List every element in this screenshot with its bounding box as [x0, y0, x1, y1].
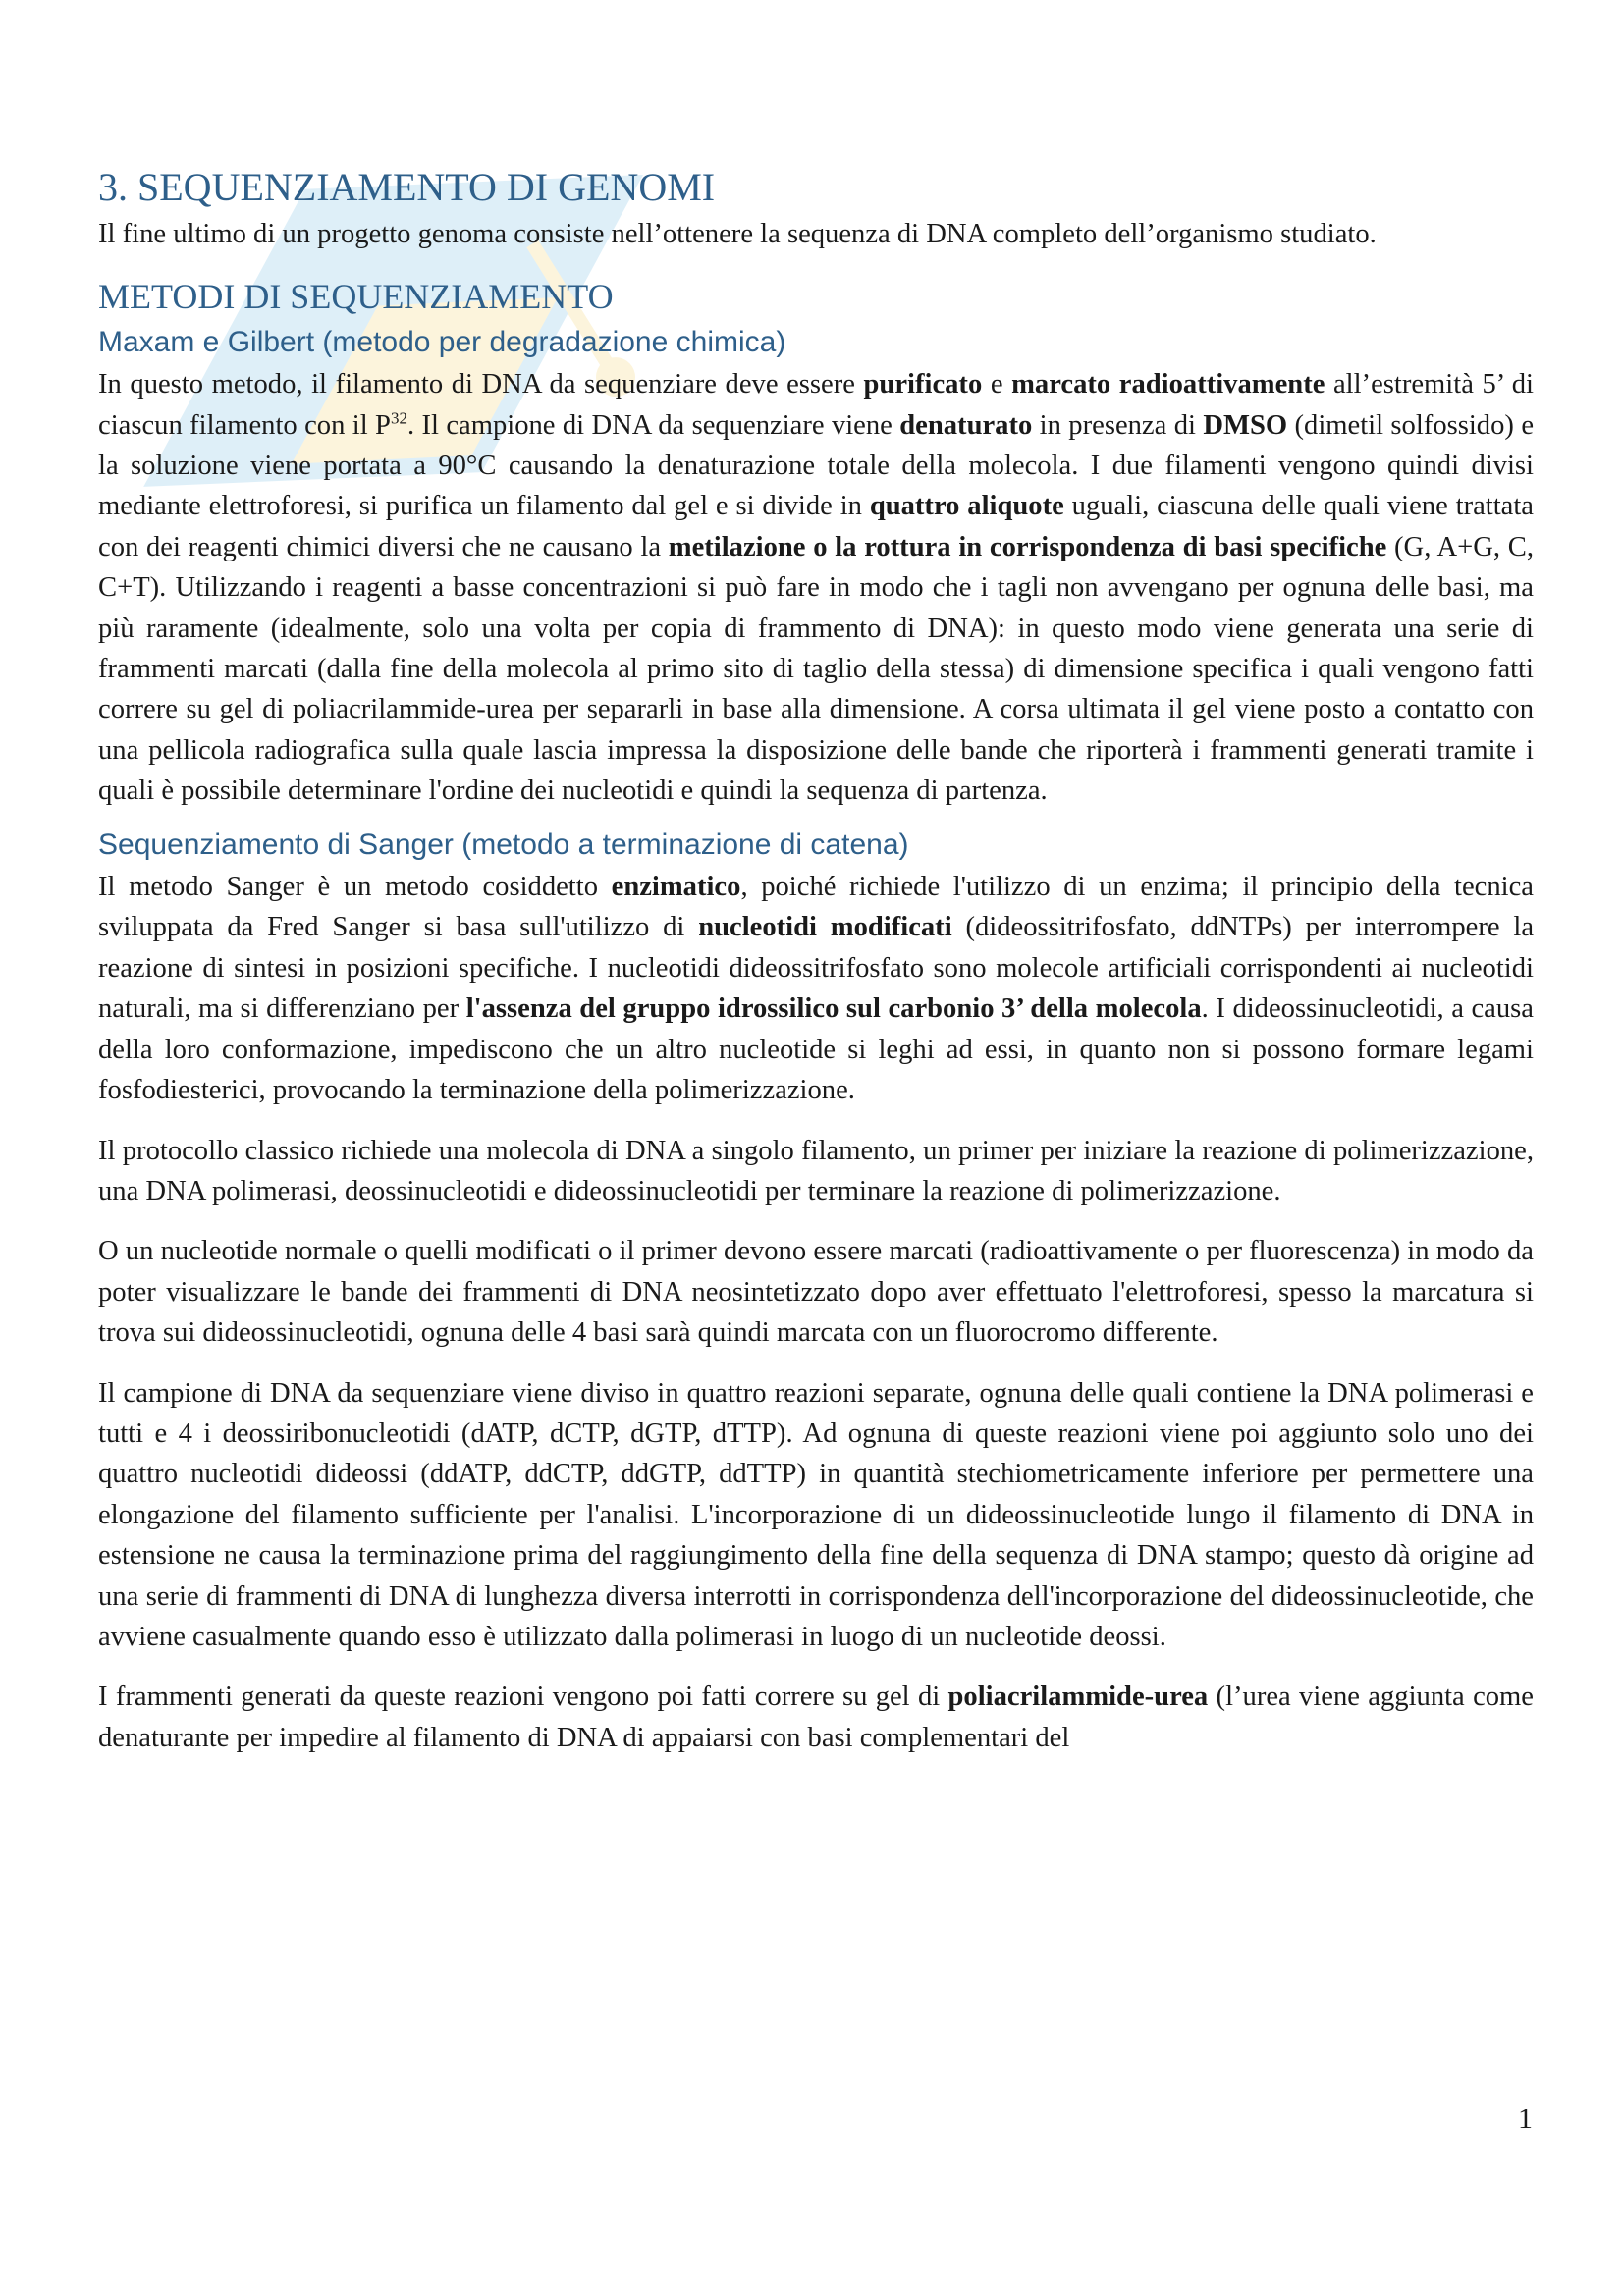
maxam-gilbert-paragraph: In questo metodo, il filamento di DNA da sequenziare deve essere purificato e marcato radioattivamente all’estremità 5’ di ciascun filamento con il $P^{32}$. Il campione di DNA da sequenziare viene denaturato in presenza di DMSO (dimetil solfossido) e la soluzione viene portata a 90°C causando la denaturazione totale della molecola. I due filamenti vengono quindi divisi mediante elettroforesi, si purifica un filamento dal gel e si divide in quattro aliquote uguali, ciascuna delle quali viene trattata con dei reagenti chimici diversi che ne causano la metilazione o la rottura in corrispondenza di basi specifiche (G, A+G, C, C+T). Utilizzando i reagenti a basse concentrazioni si può fare in modo che i tagli non avvengano per ognuna delle basi, ma più raramente (idealmente, solo una volta per copia di frammento di DNA): in questo modo viene generata una serie di frammenti marcati (dalla fine della molecola al primo sito di taglio della stessa) di dimensione specifica i quali vengono fatti correre su gel di poliacrilammide-urea per separarli in base alla dimensione. A corsa ultimata il gel viene posto a contatto con una pellicola radiografica sulla quale lascia impressa la disposizione delle bande che riporterà i frammenti generati tramite i quali è possibile determinare l'ordine dei nucleotidi e quindi la sequenza di partenza.	[98, 369, 1535, 807]
sanger-paragraph-2: Il protocollo classico richiede una molecola di DNA a singolo filamento, un primer per iniziare la reazione di polimerizzazione, una DNA polimerasi, deossinucleotidi e dideossinucleotidi per terminare la reazione di polimerizzazione.	[98, 1135, 1534, 1206]
maxam-gilbert-heading: Maxam e Gilbert (metodo per degradazione chimica)	[98, 325, 786, 358]
section-title: METODI DI SEQUENZIAMENTO	[98, 277, 614, 317]
intro-paragraph: Il fine ultimo di un progetto genoma consiste nell’ottenere la sequenza di DNA completo dell’organismo studiato.	[98, 219, 1377, 249]
document-content	[98, 165, 1534, 1778]
sanger-paragraph-3: O un nucleotide normale o quelli modificati o il primer devono essere marcati (radioattivamente o per fluorescenza) in modo da poter visualizzare le bande dei frammenti di DNA neosintetizzato dopo aver effettuato l'elettroforesi, spesso la marcatura si trova sui dideossinucleotidi, ognuna delle 4 basi sarà quindi marcata con un fluorocromo differente.	[98, 1236, 1534, 1349]
sanger-paragraph-4: Il campione di DNA da sequenziare viene diviso in quattro reazioni separate, ognuna delle quali contiene la DNA polimerasi e tutti e 4 i deossiribonucleotidi (dATP, dCTP, dGTP, dTTP). Ad ognuna di queste reazioni viene poi aggiunto solo uno dei quattro nucleotidi dideossi (ddATP, ddCTP, ddGTP, ddTTP) in quantità stechiometricamente inferiore per permettere una elongazione del filamento sufficiente per l'analisi. L'incorporazione di un dideossinucleotide lungo il filamento di DNA in estensione ne causa la terminazione prima del raggiungimento della fine della sequenza di DNA stampo; questo dà origine ad una serie di frammenti di DNA di lunghezza diversa interrotti in corrispondenza dell'incorporazione del dideossinucleotide, che avviene casualmente quando esso è utilizzato dalla polimerasi in luogo di un nucleotide deossi.	[98, 1377, 1534, 1652]
page-number: 1	[1518, 2103, 1533, 2135]
sanger-paragraph-5: I frammenti generati da queste reazioni vengono poi fatti correre su gel di poliacrilammide-urea (l’urea viene aggiunta come denaturante per impedire al filamento di DNA di appaiarsi con basi complementari del	[98, 1682, 1534, 1753]
sanger-paragraph-1: Il metodo Sanger è un metodo cosiddetto enzimatico, poiché richiede l'utilizzo di un enzima; il principio della tecnica sviluppata da Fred Sanger si basa sull'utilizzo di nucleotidi modificati (dideossitrifosfato, ddNTPs) per interrompere la reazione di sintesi in posizioni specifiche. I nucleotidi dideossitrifosfato sono molecole artificiali corrispondenti ai nucleotidi naturali, ma si differenziano per l'assenza del gruppo idrossilico sul carbonio 3’ della molecola. I dideossinucleotidi, a causa della loro conformazione, impediscono che un altro nucleotide si leghi ad essi, in quanto non si possono formare legami fosfodiesterici, provocando la terminazione della polimerizzazione.	[98, 872, 1535, 1106]
page-title: 3. SEQUENZIAMENTO DI GENOMI	[98, 165, 716, 209]
sanger-heading: Sequenziamento di Sanger (metodo a terminazione di catena)	[98, 828, 909, 861]
